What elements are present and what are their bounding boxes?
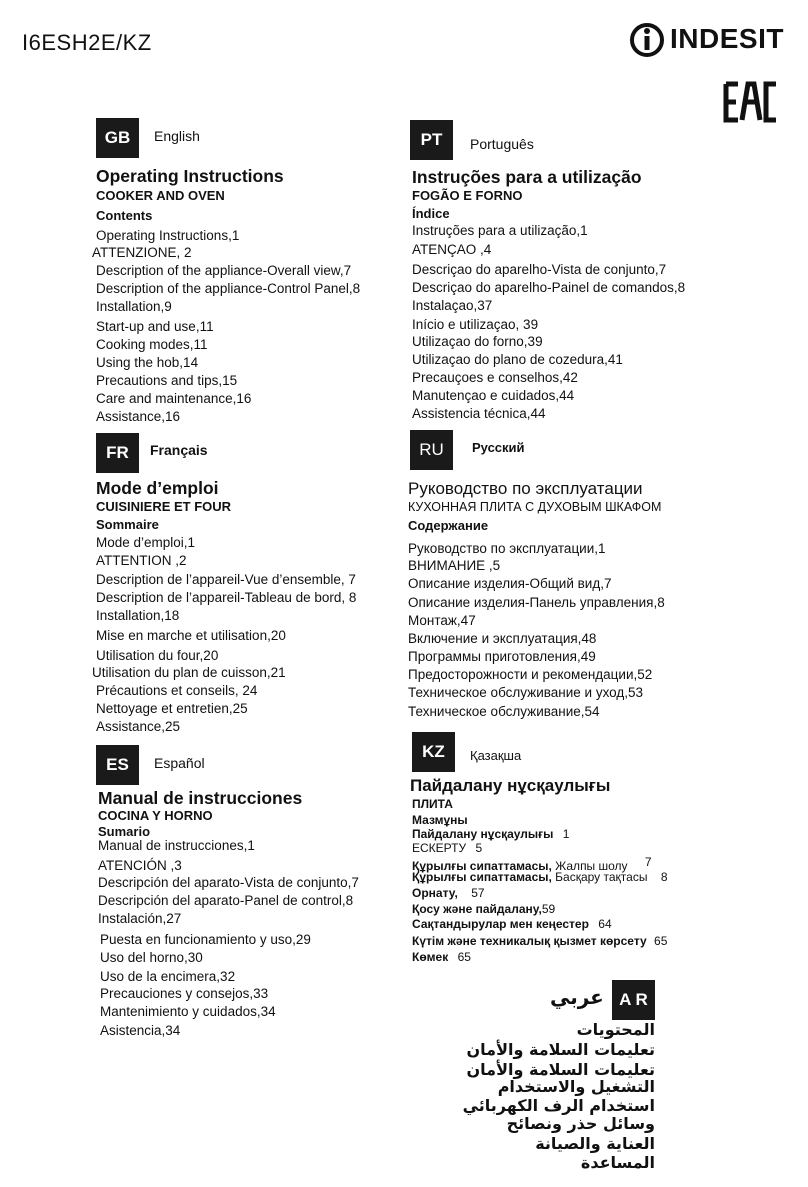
kz-toc-item bbox=[412, 917, 612, 931]
brand-logo bbox=[630, 20, 784, 58]
ru-toc-item: Техническое обслуживание и уход,53 bbox=[408, 685, 644, 700]
fr-contents-heading: Sommaire bbox=[96, 517, 159, 532]
pt-toc-item: Instruções para a utilização,1 bbox=[412, 223, 588, 238]
kz-toc-item-page: 64 bbox=[598, 917, 612, 931]
kz-toc-item-label: Пайдалану нұсқаулығы bbox=[412, 827, 554, 841]
kz-badge: KZ bbox=[412, 732, 455, 772]
ar-toc-item: تعليمات السلامة والأمان bbox=[466, 1040, 655, 1059]
kz-toc-item-page: 59 bbox=[541, 902, 556, 916]
gb-subtitle: COOKER AND OVEN bbox=[96, 188, 225, 203]
gb-toc-item: Precautions and tips,15 bbox=[96, 373, 238, 388]
es-toc-item: Uso de la encimera,32 bbox=[100, 969, 236, 984]
gb-badge: GB bbox=[96, 118, 139, 158]
es-toc-item: Descripción del aparato-Panel de control,8 bbox=[98, 893, 354, 908]
ru-title: Руководство по эксплуатации bbox=[408, 479, 643, 498]
fr-subtitle: CUISINIERE ET FOUR bbox=[96, 499, 232, 514]
fr-toc-item: Précautions et conseils, 24 bbox=[96, 683, 258, 698]
es-subtitle: COCINA Y HORNO bbox=[98, 808, 213, 823]
kz-toc-item-page: 65 bbox=[654, 934, 668, 948]
fr-toc-item: Utilisation du four,20 bbox=[96, 648, 219, 663]
gb-toc-item: Description of the appliance-Overall view,7 bbox=[96, 263, 352, 278]
ar-language: عربي bbox=[550, 985, 604, 1009]
fr-toc-item: ATTENTION ,2 bbox=[96, 553, 187, 568]
pt-toc-item: Descriçao do aparelho-Vista de conjunto,7 bbox=[412, 262, 667, 277]
gb-toc-item: Installation,9 bbox=[96, 299, 172, 314]
pt-subtitle: FOGÃO E FORNO bbox=[412, 188, 523, 203]
pt-title: Instruções para a utilização bbox=[412, 167, 642, 187]
kz-toc-item-page: 8 bbox=[660, 870, 668, 884]
kz-toc-item-label: Орнату, bbox=[412, 886, 458, 900]
gb-contents-heading: Contents bbox=[96, 208, 153, 223]
es-toc-item: Uso del horno,30 bbox=[100, 950, 203, 965]
kz-toc-item bbox=[412, 827, 569, 841]
ru-toc-item: Монтаж,47 bbox=[408, 613, 476, 628]
ru-subtitle: КУХОННАЯ ПЛИТА С ДУХОВЫМ ШКАФОМ bbox=[408, 500, 662, 514]
pt-toc-item: Instalaçao,37 bbox=[412, 298, 493, 313]
gb-toc-item: Cooking modes,11 bbox=[96, 337, 208, 352]
kz-toc-item-label: Сақтандырулар мен кеңестер bbox=[412, 917, 589, 931]
gb-toc-item: Operating Instructions,1 bbox=[96, 228, 240, 243]
ru-toc-item: ВНИМАНИЕ ,5 bbox=[408, 558, 501, 573]
ru-language: Русский bbox=[472, 440, 525, 455]
es-toc-item: Mantenimiento y cuidados,34 bbox=[100, 1004, 276, 1019]
pt-toc-item: Manutençao e cuidados,44 bbox=[412, 388, 575, 403]
es-title: Manual de instrucciones bbox=[98, 788, 303, 808]
pt-toc-item: Utilizaçao do plano de cozedura,41 bbox=[412, 352, 623, 367]
kz-contents-heading: Мазмұны bbox=[412, 813, 468, 827]
fr-toc-item: Nettoyage et entretien,25 bbox=[96, 701, 248, 716]
fr-badge: FR bbox=[96, 433, 139, 473]
kz-toc-item-detail: Басқару тақтасы bbox=[555, 870, 648, 884]
gb-toc-item: Assistance,16 bbox=[96, 409, 181, 424]
pt-toc-item: Assistencia técnica,44 bbox=[412, 406, 546, 421]
kz-toc-item bbox=[412, 934, 667, 948]
gb-language: English bbox=[154, 128, 200, 144]
pt-toc-item: Início e utilizaçao, 39 bbox=[412, 317, 539, 332]
kz-language: Қазақша bbox=[470, 748, 522, 763]
kz-toc-item-label: Құрылғы сипаттамасы, bbox=[412, 870, 552, 884]
pt-toc-item: Utilizaçao do forno,39 bbox=[412, 334, 543, 349]
kz-toc-item-page: 5 bbox=[475, 841, 483, 855]
kz-toc-item-detail: Жалпы шолу bbox=[555, 859, 628, 873]
kz-toc-item bbox=[412, 950, 471, 964]
gb-toc-item: ATTENZIONE, 2 bbox=[92, 245, 192, 260]
fr-language: Français bbox=[150, 442, 208, 458]
kz-toc-item bbox=[412, 870, 668, 884]
ru-toc-item: Программы приготовления,49 bbox=[408, 649, 596, 664]
fr-toc-item: Description de l’appareil-Tableau de bord, 8 bbox=[96, 590, 357, 605]
ru-toc-item: Описание изделия-Панель управления,8 bbox=[408, 595, 665, 610]
es-contents-heading: Sumario bbox=[98, 824, 151, 839]
ru-toc-item: Техническое обслуживание,54 bbox=[408, 704, 600, 719]
kz-toc-item bbox=[412, 902, 555, 916]
gb-toc-item: Start-up and use,11 bbox=[96, 319, 214, 334]
kz-toc-item-label: Көмек bbox=[412, 950, 449, 964]
kz-subtitle: ПЛИТА bbox=[412, 797, 453, 811]
ru-toc-item: Предосторожности и рекомендации,52 bbox=[408, 667, 653, 682]
es-badge: ES bbox=[96, 745, 139, 785]
fr-toc-item: Assistance,25 bbox=[96, 719, 181, 734]
es-toc-item: Descripción del aparato-Vista de conjunto,7 bbox=[98, 875, 359, 890]
ar-toc-item: تعليمات السلامة والأمان bbox=[466, 1060, 655, 1079]
gb-toc-item: Using the hob,14 bbox=[96, 355, 199, 370]
pt-toc-item: ATENÇAO ,4 bbox=[412, 242, 492, 257]
ar-toc-item: التشغيل والاستخدام bbox=[497, 1077, 655, 1096]
ar-toc-item: المحتويات bbox=[576, 1020, 655, 1039]
ru-toc-item: Включение и эксплуатация,48 bbox=[408, 631, 597, 646]
eac-mark bbox=[722, 80, 778, 129]
es-language: Español bbox=[154, 755, 205, 771]
ar-toc-item: المساعدة bbox=[580, 1153, 655, 1172]
pt-contents-heading: Índice bbox=[412, 206, 450, 221]
kz-toc-item bbox=[412, 841, 482, 855]
es-toc-item: Manual de instrucciones,1 bbox=[98, 838, 255, 853]
es-toc-item: Puesta en funcionamiento y uso,29 bbox=[100, 932, 311, 947]
ar-toc-item: العناية والصيانة bbox=[535, 1134, 655, 1153]
fr-toc-item: Description de l’appareil-Vue d’ensemble, 7 bbox=[96, 572, 356, 587]
fr-title: Mode d’emploi bbox=[96, 478, 219, 498]
ar-toc-item: وسائل حذر ونصائح bbox=[506, 1114, 655, 1133]
pt-toc-item: Precauçoes e conselhos,42 bbox=[412, 370, 578, 385]
kz-toc-item-page: 57 bbox=[471, 886, 485, 900]
ar-badge: A R bbox=[612, 980, 655, 1020]
kz-toc-item-page: 65 bbox=[457, 950, 471, 964]
ar-toc-item: استخدام الرف الكهربائي bbox=[462, 1096, 655, 1115]
brand-name: INDESIT bbox=[670, 23, 784, 54]
es-toc-item: Instalación,27 bbox=[98, 911, 182, 926]
kz-toc-item-label: Қосу және пайдалану, bbox=[412, 902, 542, 916]
kz-title: Пайдалану нұсқаулығы bbox=[410, 776, 611, 795]
kz-toc-item-label: Күтім және техникалық қызмет көрсету bbox=[412, 934, 647, 948]
ru-toc-item: Руководство по эксплуатации,1 bbox=[408, 541, 606, 556]
es-toc-item: ATENCIÓN ,3 bbox=[98, 858, 182, 873]
es-toc-item: Asistencia,34 bbox=[100, 1023, 181, 1038]
es-toc-item: Precauciones y consejos,33 bbox=[100, 986, 269, 1001]
kz-toc-item bbox=[412, 886, 485, 900]
fr-toc-item: Mode d’emploi,1 bbox=[96, 535, 196, 550]
fr-toc-item: Utilisation du plan de cuisson,21 bbox=[92, 665, 286, 680]
pt-toc-item: Descriçao do aparelho-Painel de comandos,8 bbox=[412, 280, 686, 295]
eac-certification-icon bbox=[722, 80, 778, 124]
model-number: I6ESH2E/KZ bbox=[22, 30, 152, 55]
pt-badge: PT bbox=[410, 120, 453, 160]
gb-toc-item: Care and maintenance,16 bbox=[96, 391, 252, 406]
gb-toc-item: Description of the appliance-Control Panel,8 bbox=[96, 281, 361, 296]
gb-title: Operating Instructions bbox=[96, 166, 284, 186]
fr-toc-item: Installation,18 bbox=[96, 608, 180, 623]
fr-toc-item: Mise en marche et utilisation,20 bbox=[96, 628, 286, 643]
ru-badge: RU bbox=[410, 430, 453, 470]
pt-language: Português bbox=[470, 136, 534, 152]
brand-logo-icon bbox=[630, 20, 664, 58]
kz-toc-item-page: 7 bbox=[644, 855, 652, 869]
ru-toc-item: Описание изделия-Общий вид,7 bbox=[408, 576, 612, 591]
kz-toc-item-label: ЕСКЕРТУ bbox=[412, 841, 467, 855]
ru-contents-heading: Содержание bbox=[408, 518, 489, 533]
kz-toc-item-page: 1 bbox=[562, 827, 570, 841]
kz-toc-item-label: Құрылғы сипаттамасы, bbox=[412, 859, 552, 873]
